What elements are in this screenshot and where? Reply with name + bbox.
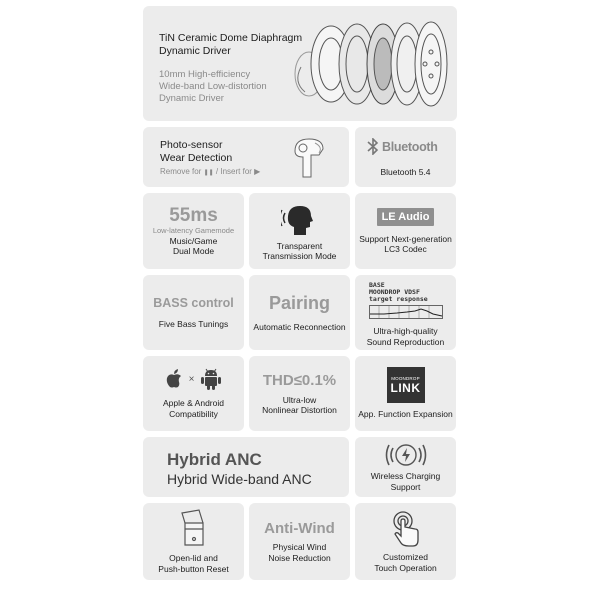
anc-sub: Hybrid Wide-band ANC (167, 471, 312, 487)
thd-headline: THD≤0.1% (262, 371, 337, 389)
anti-wind-label: Physical Wind Noise Reduction (268, 542, 331, 563)
wireless-charging-icon (385, 442, 427, 468)
compatibility-card (143, 356, 244, 431)
apple-icon (165, 369, 183, 389)
driver-title: TiN Ceramic Dome Diaphragm Dynamic Driver (159, 32, 303, 57)
wireless-charging-card (355, 437, 456, 497)
wear-detection-card (143, 127, 349, 187)
android-icon (200, 368, 222, 390)
driver-subtitle: 10mm High-efficiency Wide-band Low-distortion Dynamic Driver (159, 69, 267, 104)
latency-sub: Low-latency Gamemode (152, 225, 235, 235)
moondrop-link-logo: MOONDROP LINK (387, 367, 425, 403)
anc-headline: Hybrid ANC (167, 450, 262, 469)
frequency-response-icon (369, 305, 443, 319)
touch-icon (389, 510, 423, 548)
touch-card (355, 503, 456, 580)
le-audio-badge: LE Audio (377, 208, 435, 226)
os-logos (165, 368, 223, 390)
link-label: App. Function Expansion (358, 409, 453, 420)
le-audio-label: Support Next-generation LC3 Codec (359, 233, 452, 254)
cross-symbol: × (188, 373, 195, 385)
open-lid-card (143, 503, 244, 580)
bluetooth-logo: Bluetooth (367, 138, 438, 155)
wear-title: Photo-sensor Wear Detection (160, 139, 233, 164)
target-response-card (355, 275, 456, 350)
head-sound-icon (281, 201, 319, 237)
earbud-icon (289, 131, 337, 183)
latency-card (143, 193, 244, 269)
latency-mode: Music/Game Dual Mode (169, 235, 218, 256)
case-icon (179, 509, 209, 547)
anti-wind-headline: Anti-Wind (264, 520, 335, 537)
target-label: Ultra-high-quality Sound Reproduction (366, 326, 445, 347)
pause-icon: ❚❚ (203, 170, 214, 176)
wireless-label: Wireless Charging Support (370, 471, 441, 492)
target-logo: BASE MOONDROP VDSF target response (369, 281, 428, 303)
anti-wind-card (249, 503, 350, 580)
bass-label: Five Bass Tunings (158, 318, 229, 329)
hybrid-anc-card (143, 437, 349, 497)
compat-label: Apple & Android Compatibility (163, 398, 224, 419)
transparent-label: Transparent Transmission Mode (262, 240, 337, 261)
bluetooth-card (355, 127, 456, 187)
touch-label: Customized Touch Operation (374, 552, 437, 573)
bluetooth-icon (367, 138, 379, 155)
pairing-card (249, 275, 350, 350)
transparent-mode-card (249, 193, 350, 269)
wear-hint: Remove for ❚❚ / Insert for ▶ (160, 167, 261, 176)
latency-value: 55ms (169, 204, 218, 226)
driver-card (143, 6, 457, 121)
thd-label: Ultra-low Nonlinear Distortion (262, 394, 337, 415)
driver-exploded-icon (291, 12, 455, 116)
app-link-card (355, 356, 456, 431)
bass-headline: BASS control (153, 295, 234, 310)
bass-control-card (143, 275, 244, 350)
le-audio-card (355, 193, 456, 269)
play-icon: ▶ (254, 167, 261, 176)
bluetooth-version: Bluetooth 5.4 (380, 167, 431, 177)
pairing-headline: Pairing (268, 292, 330, 313)
pairing-label: Automatic Reconnection (253, 321, 346, 332)
thd-card (249, 356, 350, 431)
open-lid-label: Open-lid and Push-button Reset (158, 553, 229, 574)
